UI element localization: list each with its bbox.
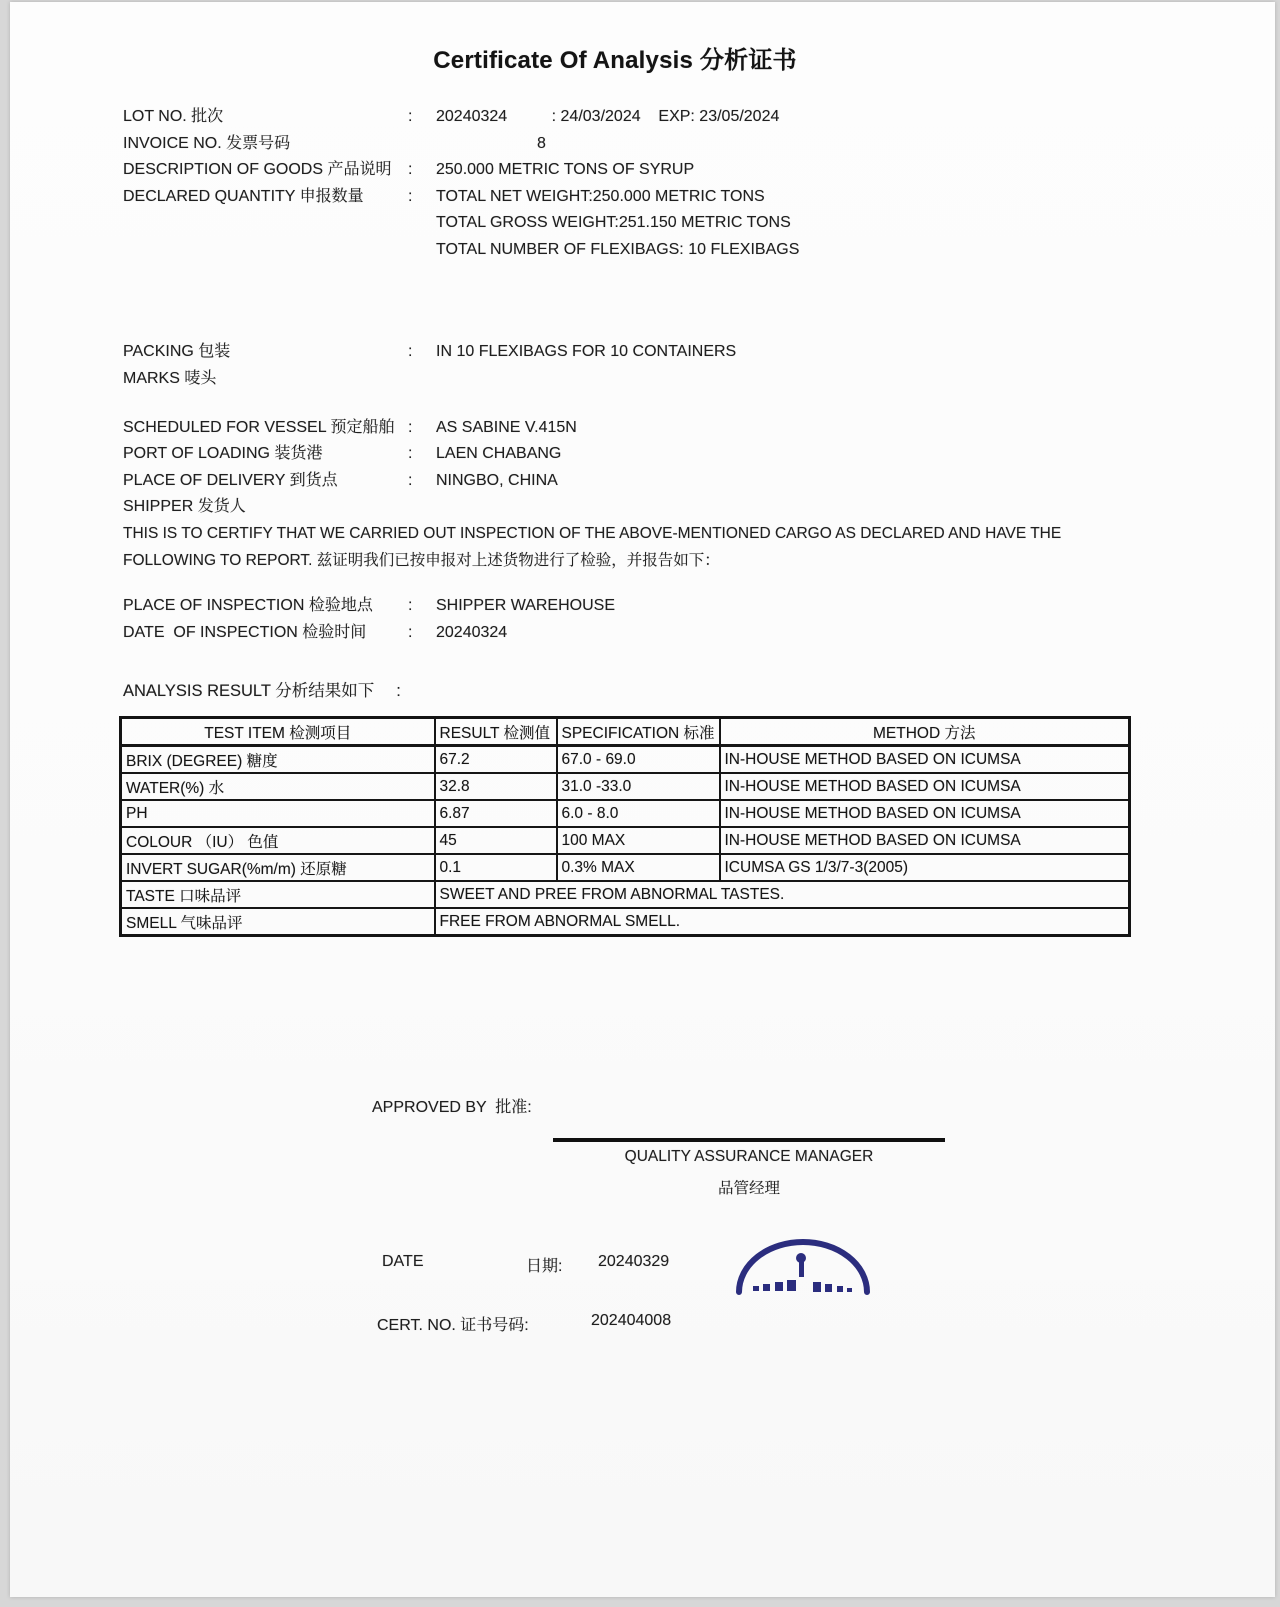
field-row-shipper xyxy=(123,494,577,520)
shipper-label: SHIPPER 发货人 xyxy=(123,498,246,516)
port-value: LAEN CHABANG xyxy=(436,445,562,463)
cell-spec: 0.3% MAX xyxy=(557,854,720,881)
packing-label: PACKING 包装 xyxy=(123,343,231,360)
shipping-block xyxy=(123,415,577,521)
field-row-inspection-place xyxy=(123,592,615,619)
signature-title: QUALITY ASSURANCE MANAGER xyxy=(624,1148,874,1165)
field-row-declared-quantity xyxy=(123,184,799,211)
cell-result: 67.2 xyxy=(435,746,557,774)
signature-line xyxy=(553,1138,945,1142)
cell-value: FREE FROM ABNORMAL SMELL. xyxy=(435,908,1130,936)
delivery-label: PLACE OF DELIVERY 到货点 xyxy=(123,471,338,489)
analysis-heading-colon: : xyxy=(396,682,401,700)
table-row-water xyxy=(121,773,1130,800)
cell-value: SWEET AND PREE FROM ABNORMAL TASTES. xyxy=(435,881,1130,908)
inspection-place-value: SHIPPER WAREHOUSE xyxy=(436,597,615,614)
invoice-value: 8 xyxy=(537,134,546,152)
header-method: METHOD 方法 xyxy=(720,718,1130,746)
declared-line3: TOTAL NUMBER OF FLEXIBAGS: 10 FLEXIBAGS xyxy=(436,240,800,258)
cell-method: IN-HOUSE METHOD BASED ON ICUMSA xyxy=(720,800,1130,827)
cell-method: IN-HOUSE METHOD BASED ON ICUMSA xyxy=(720,746,1130,774)
cell-spec: 100 MAX xyxy=(557,827,720,854)
certification-line1: THIS IS TO CERTIFY THAT WE CARRIED OUT INSPECTION OF THE ABOVE-MENTIONED CARGO AS DECLARED AND HAVE THE xyxy=(123,525,1062,542)
marks-label: MARKS 唛头 xyxy=(123,370,217,387)
field-row-packing xyxy=(123,338,736,365)
cell-spec: 31.0 -33.0 xyxy=(557,773,720,800)
cert-number-value: 202404008 xyxy=(591,1312,672,1329)
cell-result: 0.1 xyxy=(435,854,557,881)
table-row-colour xyxy=(121,827,1130,854)
vessel-value: AS SABINE V.415N xyxy=(436,419,577,436)
date-label-cn: 日期: xyxy=(526,1258,563,1275)
cell-item: BRIX (DEGREE) 糖度 xyxy=(121,746,435,774)
header-specification: SPECIFICATION 标准 xyxy=(557,718,720,746)
table-row-invert-sugar xyxy=(121,854,1130,881)
field-row-marks xyxy=(123,365,736,392)
certification-statement xyxy=(123,520,1103,574)
inspection-date-value: 20240324 xyxy=(436,624,508,641)
port-colon: : xyxy=(408,445,413,463)
table-row-brix xyxy=(121,746,1130,774)
port-label: PORT OF LOADING 装货港 xyxy=(123,445,323,463)
cell-item: INVERT SUGAR(%m/m) 还原糖 xyxy=(121,854,435,881)
cell-spec: 6.0 - 8.0 xyxy=(557,800,720,827)
field-row-lot xyxy=(123,104,799,131)
inspection-date-colon: : xyxy=(408,624,413,641)
invoice-label: INVOICE NO. 发票号码 xyxy=(123,134,291,152)
description-value: 250.000 METRIC TONS OF SYRUP xyxy=(436,161,695,179)
cell-item: TASTE 口味品评 xyxy=(121,881,435,908)
cell-method: ICUMSA GS 1/3/7-3(2005) xyxy=(720,854,1130,881)
lot-label: LOT NO. 批次 xyxy=(123,108,224,125)
inspection-date-label: DATE OF INSPECTION 检验时间 xyxy=(123,624,367,641)
cell-item: PH xyxy=(121,800,435,827)
lot-colon: : xyxy=(408,108,413,125)
delivery-colon: : xyxy=(408,471,413,489)
field-row-vessel xyxy=(123,415,577,441)
inspection-place-colon: : xyxy=(408,597,413,614)
delivery-value: NINGBO, CHINA xyxy=(436,471,558,489)
cell-method: IN-HOUSE METHOD BASED ON ICUMSA xyxy=(720,773,1130,800)
cell-result: 6.87 xyxy=(435,800,557,827)
signature-title-cn: 品管经理 xyxy=(717,1180,780,1197)
certificate-page xyxy=(10,2,1275,1597)
cell-spec: 67.0 - 69.0 xyxy=(557,746,720,774)
cell-method: IN-HOUSE METHOD BASED ON ICUMSA xyxy=(720,827,1130,854)
cell-result: 32.8 xyxy=(435,773,557,800)
page-title: Certificate Of Analysis 分析证书 xyxy=(433,47,797,74)
packing-block xyxy=(123,338,736,392)
table-header-row xyxy=(121,718,1130,746)
approved-by-label: APPROVED BY 批准: xyxy=(372,1099,532,1116)
company-seal-stamp xyxy=(733,1238,873,1301)
field-row-description xyxy=(123,157,799,184)
certification-line2: FOLLOWING TO REPORT. 兹证明我们已按申报对上述货物进行了检验，并报告如下： xyxy=(123,552,720,569)
declared-label: DECLARED QUANTITY 申报数量 xyxy=(123,187,364,205)
declared-line2: TOTAL GROSS WEIGHT:251.150 METRIC TONS xyxy=(436,214,791,232)
table-row-taste xyxy=(121,881,1130,908)
declared-colon: : xyxy=(408,187,413,205)
field-row-delivery xyxy=(123,468,577,494)
header-test-item: TEST ITEM 检测项目 xyxy=(121,718,435,746)
field-row-declared-flexibags xyxy=(123,237,799,264)
vessel-label: SCHEDULED FOR VESSEL 预定船舶 xyxy=(123,419,395,436)
analysis-result-heading xyxy=(123,677,401,701)
field-row-invoice xyxy=(123,131,799,158)
description-colon: : xyxy=(408,161,413,179)
cell-item: SMELL 气味品评 xyxy=(121,908,435,936)
description-label: DESCRIPTION OF GOODS 产品说明 xyxy=(123,161,392,179)
date-value: 20240329 xyxy=(598,1253,670,1270)
table-row-smell xyxy=(121,908,1130,936)
field-row-port xyxy=(123,441,577,467)
lot-value: 20240324 : 24/03/2024 EXP: 23/05/2024 xyxy=(436,108,780,125)
analysis-heading-label: ANALYSIS RESULT 分析结果如下 xyxy=(123,682,375,700)
packing-value: IN 10 FLEXIBAGS FOR 10 CONTAINERS xyxy=(436,343,737,360)
header-info-block xyxy=(123,104,799,264)
header-result: RESULT 检测值 xyxy=(435,718,557,746)
cell-result: 45 xyxy=(435,827,557,854)
inspection-block xyxy=(123,592,615,646)
analysis-result-table xyxy=(119,716,1131,937)
packing-colon: : xyxy=(408,343,413,360)
vessel-colon: : xyxy=(408,419,413,436)
cert-number-label: CERT. NO. 证书号码: xyxy=(377,1317,529,1334)
field-row-declared-gross xyxy=(123,210,799,237)
field-row-inspection-date xyxy=(123,619,615,646)
inspection-place-label: PLACE OF INSPECTION 检验地点 xyxy=(123,597,373,614)
date-label: DATE xyxy=(382,1253,424,1270)
cell-item: COLOUR （IU） 色值 xyxy=(121,827,435,854)
cell-item: WATER(%) 水 xyxy=(121,773,435,800)
declared-line1: TOTAL NET WEIGHT:250.000 METRIC TONS xyxy=(436,187,765,205)
table-row-ph xyxy=(121,800,1130,827)
